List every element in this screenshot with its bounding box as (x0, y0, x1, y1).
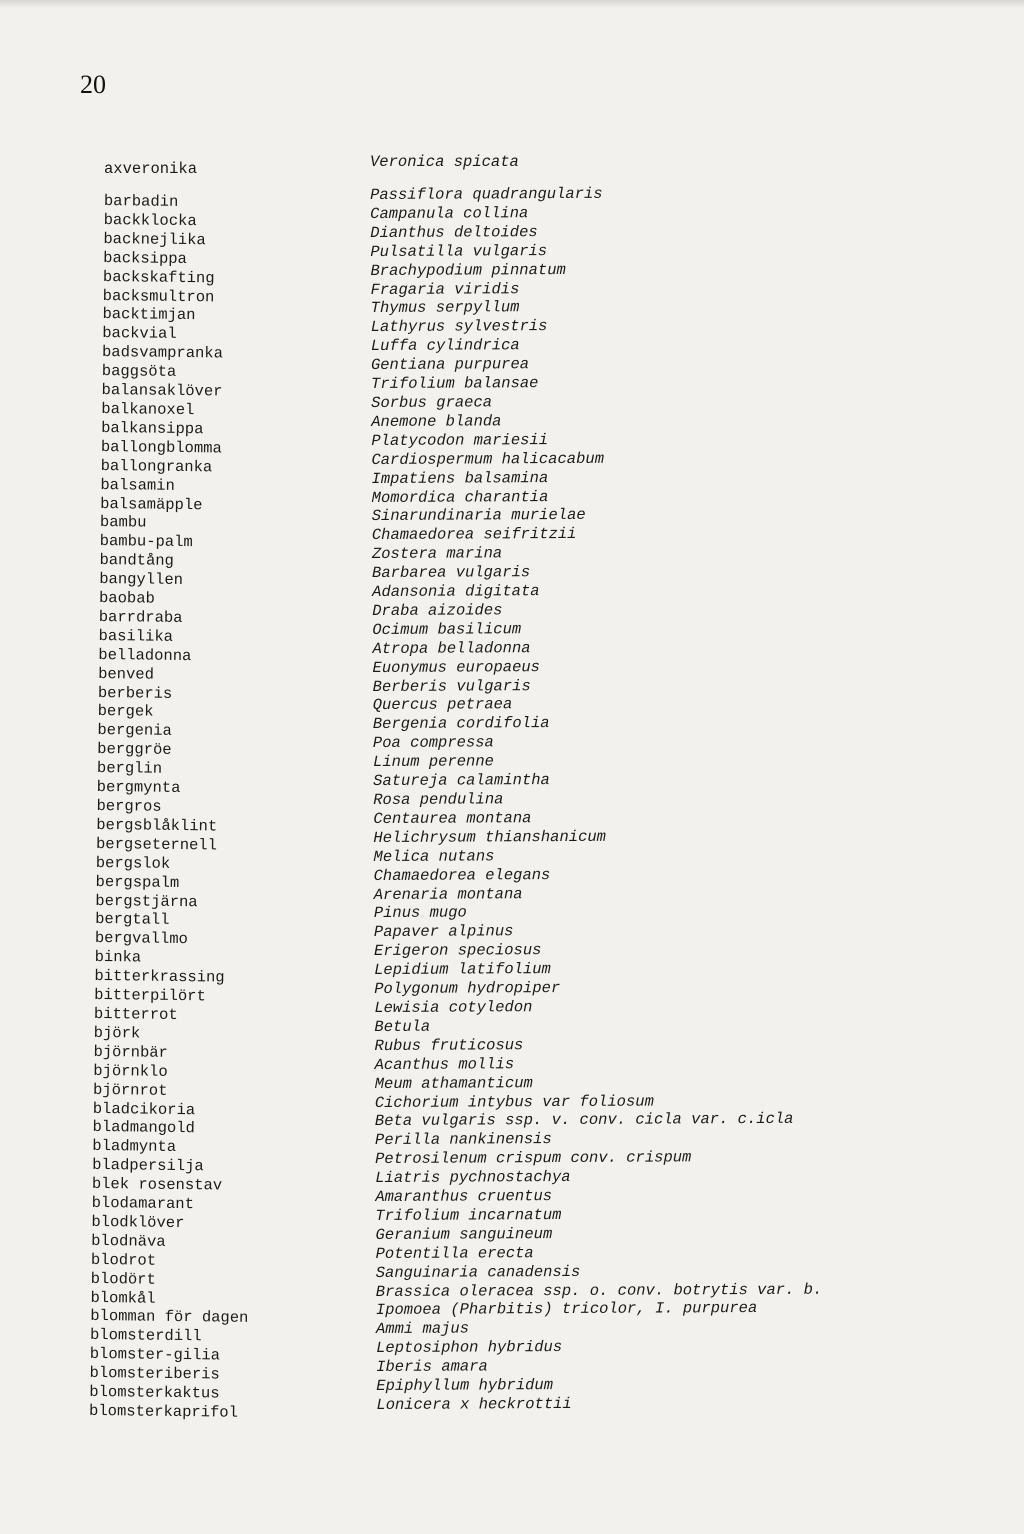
latin-name: Barbarea vulgaris (371, 563, 531, 583)
latin-name: Melica nutans (373, 847, 495, 866)
latin-name: Draba aizoides (372, 601, 503, 620)
swedish-name: björnbär (93, 1042, 169, 1062)
latin-name: Petrosilenum crispum conv. crispum (375, 1148, 692, 1169)
swedish-name: blomsterdill (89, 1326, 202, 1346)
swedish-name: berglin (96, 759, 163, 778)
swedish-name: berggröe (97, 740, 172, 760)
swedish-name: bambu (99, 513, 147, 532)
swedish-name: backnejlika (103, 229, 206, 250)
swedish-name: ballongranka (100, 456, 213, 477)
swedish-name-column (89, 192, 262, 1423)
latin-name: Impatiens balsamina (371, 468, 549, 488)
latin-name: Atropa belladonna (372, 638, 531, 658)
latin-name: Berberis vulgaris (372, 676, 531, 696)
latin-name: Satureja calamintha (373, 771, 550, 791)
latin-name: Campanula collina (370, 204, 529, 223)
latin-name: Lathyrus sylvestris (370, 317, 548, 337)
latin-name: Polygonum hydropiper (374, 979, 561, 999)
swedish-name: ballongblomma (100, 437, 222, 458)
first-swedish-name: axveronika (104, 160, 198, 178)
swedish-name: bergtall (95, 910, 170, 930)
swedish-name: bandtång (99, 551, 175, 571)
latin-name: Helichrysum thianshanicum (373, 827, 607, 847)
swedish-name: bitterpilört (94, 986, 206, 1006)
swedish-name: balansaklöver (101, 381, 223, 401)
latin-name: Geranium sanguineum (375, 1224, 553, 1244)
latin-name: Lewisia cotyledon (374, 998, 533, 1017)
latin-name: Chamaedorea elegans (373, 865, 551, 885)
swedish-name: bergvallmo (94, 929, 189, 949)
swedish-name: blodnäva (91, 1231, 166, 1251)
latin-name: Linum perenne (372, 752, 494, 772)
swedish-name: blodört (90, 1269, 156, 1289)
latin-name: Sinarundinaria murielae (371, 506, 586, 526)
swedish-name: blek rosenstav (91, 1175, 223, 1195)
swedish-name: barbadin (103, 192, 179, 211)
latin-name: Passiflora quadrangularis (370, 184, 603, 204)
latin-name: Rosa pendulina (373, 790, 504, 809)
latin-name: Zostera marina (371, 544, 503, 564)
latin-name: Centaurea montana (373, 809, 532, 828)
latin-name: Erigeron speciosus (373, 941, 542, 961)
latin-name: Poa compressa (372, 733, 494, 753)
latin-name: Platycodon mariesii (371, 430, 549, 450)
swedish-name: björk (93, 1023, 141, 1043)
latin-name: Cichorium intybus var foliosum (374, 1092, 654, 1112)
swedish-name: blomkål (90, 1288, 156, 1308)
latin-name: Luffa cylindrica (370, 336, 520, 356)
swedish-name: balsamin (100, 475, 175, 495)
swedish-name: bladmangold (92, 1118, 196, 1138)
latin-name: Ocimum basilicum (372, 620, 522, 639)
latin-name: Anemone blanda (371, 412, 502, 431)
swedish-name: bergmynta (96, 778, 181, 798)
swedish-name: blodklöver (91, 1212, 185, 1232)
latin-name: Trifolium balansae (370, 374, 539, 394)
swedish-name: blodrot (90, 1250, 157, 1270)
latin-name: Meum athamanticum (374, 1073, 533, 1093)
swedish-name: berberis (97, 683, 173, 703)
latin-name: Pulsatilla vulgaris (370, 241, 548, 261)
latin-name: Arenaria montana (373, 884, 523, 904)
latin-name: Momordica charantia (371, 487, 549, 507)
latin-name: Sanguinaria canadensis (375, 1262, 581, 1282)
latin-name: Euonymus europaeus (372, 657, 541, 677)
swedish-name: backsippa (103, 248, 188, 268)
latin-name: Adansonia digitata (372, 582, 540, 602)
swedish-name: bergstjärna (95, 891, 198, 911)
latin-name: Betula (374, 1017, 431, 1036)
swedish-name: basilika (98, 626, 174, 646)
first-latin-name: Veronica spicata (370, 153, 519, 171)
latin-name: Ammi majus (375, 1319, 470, 1339)
swedish-name: backklocka (103, 210, 197, 231)
swedish-name: björnklo (93, 1061, 168, 1081)
swedish-name: bergros (96, 796, 162, 816)
swedish-name: binka (94, 948, 142, 967)
swedish-name: badsvampranka (101, 343, 224, 363)
latin-name: Brassica oleracea ssp. o. conv. botrytis var. b. (375, 1280, 823, 1301)
swedish-name: belladonna (98, 645, 192, 665)
swedish-name: bitterrot (93, 1004, 178, 1024)
latin-name: Epiphyllum hybridum (376, 1376, 554, 1396)
latin-name: Iberis amara (376, 1357, 488, 1377)
latin-name: Gentiana purpurea (370, 355, 530, 375)
swedish-name: bitterkrassing (94, 967, 225, 987)
latin-name: Bergenia cordifolia (372, 714, 550, 734)
latin-name: Ipomoea (Pharbitis) tricolor, I. purpurea (375, 1299, 758, 1320)
swedish-name: bladmynta (92, 1137, 177, 1157)
swedish-name: backskafting (102, 267, 215, 287)
swedish-name: bergslok (95, 853, 171, 873)
latin-name: Rubus fruticosus (374, 1035, 524, 1055)
swedish-name: blomsterkaktus (89, 1383, 220, 1403)
latin-name: Quercus petraea (372, 695, 513, 715)
swedish-name: bambu-palm (99, 532, 193, 552)
swedish-name: backsmultron (102, 286, 215, 306)
swedish-name: blomster-gilia (89, 1345, 221, 1365)
latin-name: Leptosiphon hybridus (376, 1338, 563, 1358)
latin-name: Perilla nankinensis (374, 1130, 552, 1150)
swedish-name: bangyllen (99, 570, 184, 590)
swedish-name: benved (98, 664, 155, 684)
latin-name: Potentilla erecta (375, 1243, 534, 1263)
latin-name: Liatris pychnostachya (375, 1168, 571, 1188)
swedish-name: baobab (98, 589, 155, 608)
swedish-name: barrdraba (98, 607, 183, 627)
latin-name: Trifolium incarnatum (375, 1205, 562, 1225)
latin-name: Papaver alpinus (373, 922, 514, 942)
swedish-name: backvial (102, 324, 177, 344)
latin-name: Sorbus graeca (371, 393, 493, 412)
swedish-name: bergsblåklint (96, 815, 218, 836)
swedish-name: blodamarant (91, 1193, 195, 1214)
latin-name: Acanthus mollis (374, 1054, 515, 1074)
latin-name: Chamaedorea seifritzii (371, 525, 577, 545)
swedish-name: backtimjan (102, 305, 196, 325)
swedish-name: blomsteriberis (89, 1364, 220, 1384)
latin-name: Lepidium latifolium (374, 960, 551, 980)
page-number: 20 (80, 70, 106, 99)
swedish-name: björnrot (92, 1080, 168, 1100)
swedish-name: bergspalm (95, 872, 180, 892)
page-top-edge (0, 0, 1024, 8)
swedish-name: bladcikoria (92, 1099, 196, 1119)
latin-name: Cardiospermum halicacabum (371, 449, 605, 469)
latin-name: Lonicera x heckrottii (376, 1394, 572, 1414)
latin-name: Fragaria viridis (370, 279, 520, 299)
swedish-name: bergenia (97, 721, 172, 741)
latin-name: Brachypodium pinnatum (370, 260, 566, 280)
swedish-name: bladpersilja (92, 1156, 204, 1176)
swedish-name: balsamäpple (100, 494, 203, 514)
swedish-name: bergseternell (95, 834, 218, 855)
latin-name: Pinus mugo (373, 903, 467, 923)
latin-name: Amaranthus cruentus (375, 1187, 553, 1207)
latin-name-column (370, 184, 823, 1415)
swedish-name: blomman för dagen (90, 1307, 249, 1328)
swedish-name: balkansippa (101, 418, 204, 439)
swedish-name: balkanoxel (101, 399, 195, 420)
swedish-name: blomsterkaprifol (88, 1401, 239, 1422)
latin-name: Thymus serpyllum (370, 298, 520, 318)
swedish-name: bergek (97, 702, 154, 722)
latin-name: Beta vulgaris ssp. v. conv. cicla var. c.icla (374, 1110, 794, 1131)
swedish-name: baggsöta (101, 362, 177, 382)
latin-name: Dianthus deltoides (370, 222, 538, 242)
